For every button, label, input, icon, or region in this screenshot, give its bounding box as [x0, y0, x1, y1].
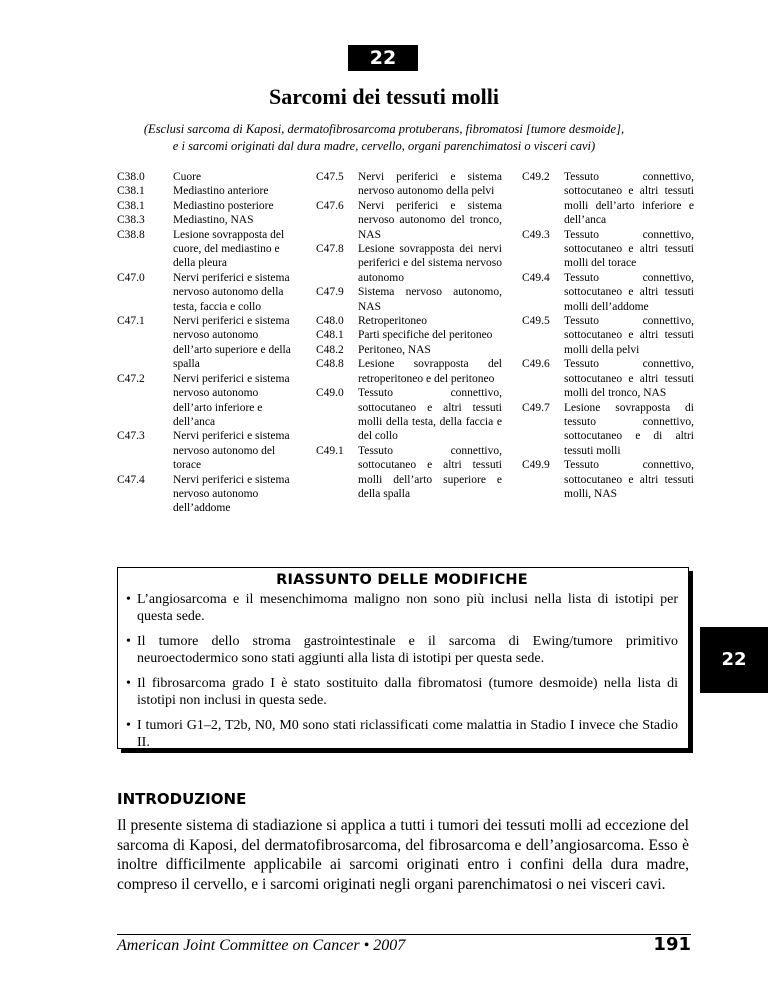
topography-code: C47.6 — [316, 199, 344, 212]
code-description: Nervi periferici e sistema nervoso autonomo dell’arto inferiore e dell’anca — [173, 372, 290, 428]
topography-code: C47.9 — [316, 286, 344, 299]
code-entry — [316, 343, 502, 357]
summary-item-text: I tumori G1–2, T2b, N0, M0 sono stati riclassificati come malattia in Stadio I invece che Stadio II. — [137, 718, 678, 750]
summary-item — [126, 633, 678, 667]
code-description: Lesione sovrapposta del cuore, del mediastino e della pleura — [173, 228, 285, 270]
bullet-icon: • — [126, 676, 131, 691]
code-entry — [522, 170, 694, 228]
topography-code: C47.5 — [316, 171, 344, 183]
introduction-paragraph: Il presente sistema di stadiazione si applica a tutti i tumori dei tessuti molli ad eccezione del sarcoma di Kaposi, del dermatofibrosarcoma, del fibrosarcoma e dell’angiosarcoma. Esso è inoltre difficilmente applicabile ai sarcomi originati entro i confini della dura madre, compreso il cervello, e i sarcomi originati negli organi parenchimatosi o nei visceri cavi. — [117, 817, 689, 893]
code-entry — [316, 444, 502, 502]
code-description: Lesione sovrapposta del retroperitoneo e del peritoneo — [358, 358, 502, 385]
code-description: Tessuto connettivo, sottocutaneo e altri tessuti molli dell’arto inferiore e dell’anca — [564, 171, 694, 227]
code-entry — [316, 242, 502, 285]
topography-code: C48.8 — [316, 358, 344, 371]
topography-code: C38.1 — [117, 199, 145, 212]
topography-code: C38.1 — [117, 185, 145, 198]
summary-of-changes-box — [117, 567, 689, 749]
topography-code: C47.0 — [117, 271, 145, 284]
code-entry — [316, 386, 502, 444]
bullet-icon: • — [126, 634, 131, 649]
code-description: Cuore — [173, 171, 202, 183]
code-description: Parti specifiche del peritoneo — [358, 329, 493, 342]
code-entry — [117, 170, 297, 184]
code-description: Lesione sovrapposta dei nervi periferici e del sistema nervoso autonomo — [358, 243, 502, 284]
topography-code: C49.1 — [316, 444, 344, 457]
introduction-heading: INTRODUZIONE — [117, 790, 247, 808]
code-description: Tessuto connettivo, sottocutaneo e altri tessuti molli dell’addome — [564, 271, 694, 313]
code-entry — [316, 314, 502, 328]
code-entry — [117, 199, 297, 213]
code-entry — [117, 213, 297, 227]
code-description: Lesione sovrapposta di tessuto connettivo, sottocutaneo e di altri tessuti molli — [564, 401, 694, 457]
code-description: Sistema nervoso autonomo, NAS — [358, 286, 502, 313]
code-description: Nervi periferici e sistema nervoso autonomo della testa, faccia e collo — [173, 271, 290, 313]
summary-item-text: L’angiosarcoma e il mesenchimoma maligno non sono più inclusi nella lista di istotipi per questa sede. — [137, 592, 678, 624]
code-entry — [316, 285, 502, 314]
code-entry — [316, 357, 502, 386]
code-entry — [117, 184, 297, 198]
summary-list — [126, 591, 678, 751]
summary-item-text: Il tumore dello stroma gastrointestinale e il sarcoma di Ewing/tumore primitivo neuroectodermico sono stati aggiunti alla lista di istotipi per questa sede. — [137, 634, 678, 666]
bullet-icon: • — [126, 592, 131, 607]
topography-code: C49.3 — [522, 228, 550, 241]
chapter-subtitle — [108, 121, 660, 155]
code-description: Mediastino anteriore — [173, 185, 269, 198]
topography-code: C47.1 — [117, 315, 145, 328]
topography-code: C47.2 — [117, 372, 145, 385]
topography-code: C48.1 — [316, 329, 344, 342]
code-description: Nervi periferici e sistema nervoso autonomo del torace — [173, 430, 290, 472]
topography-codes-column-1 — [117, 170, 297, 516]
code-entry — [117, 271, 297, 314]
summary-title: RIASSUNTO DELLE MODIFICHE — [276, 572, 528, 588]
topography-code: C47.4 — [117, 473, 145, 486]
code-entry — [117, 429, 297, 472]
topography-code: C49.9 — [522, 459, 550, 472]
code-entry — [117, 314, 297, 372]
subtitle-line-2: e i sarcomi originati dal dura madre, cervello, organi parenchimatosi o visceri cavi) — [172, 139, 596, 153]
summary-item-text: Il fibrosarcoma grado I è stato sostituito dalla fibromatosi (tumore desmoide) nella lista di istotipi non inclusi in questa sede. — [137, 676, 678, 708]
code-entry — [117, 473, 297, 516]
footer-rule — [117, 934, 691, 935]
code-description: Tessuto connettivo, sottocutaneo e altri tessuti molli dell’arto superiore e della spalla — [358, 444, 502, 500]
summary-item — [126, 717, 678, 751]
code-entry — [522, 458, 694, 501]
topography-code: C38.3 — [117, 214, 145, 227]
code-description: Tessuto connettivo, sottocutaneo e altri tessuti molli, NAS — [564, 459, 694, 500]
code-entry — [316, 328, 502, 342]
code-entry — [316, 199, 502, 242]
topography-code: C38.0 — [117, 171, 145, 183]
code-description: Mediastino posteriore — [173, 199, 274, 212]
topography-codes-column-2 — [316, 170, 502, 501]
topography-code: C49.4 — [522, 271, 550, 284]
topography-code: C47.3 — [117, 430, 145, 443]
code-entry — [522, 401, 694, 459]
topography-codes-column-3 — [522, 170, 694, 501]
code-description: Nervi periferici e sistema nervoso autonomo dell’arto superiore e della spalla — [173, 315, 291, 371]
code-description: Mediastino, NAS — [173, 214, 254, 227]
topography-code: C47.8 — [316, 243, 344, 256]
topography-code: C49.2 — [522, 171, 550, 183]
code-entry — [522, 314, 694, 357]
footer-source: American Joint Committee on Cancer • 2007 — [117, 937, 406, 954]
code-description: Nervi periferici e sistema nervoso autonomo della pelvi — [358, 171, 502, 198]
code-description: Tessuto connettivo, sottocutaneo e altri tessuti molli della pelvi — [564, 315, 694, 356]
topography-code: C38.8 — [117, 228, 145, 241]
topography-code: C49.5 — [522, 315, 550, 328]
code-description: Retroperitoneo — [358, 315, 427, 328]
code-entry — [522, 271, 694, 314]
chapter-number-badge: 22 — [348, 45, 418, 71]
bullet-icon: • — [126, 718, 131, 733]
page-title: Sarcomi dei tessuti molli — [269, 84, 499, 109]
subtitle-line-1: (Esclusi sarcoma di Kaposi, dermatofibrosarcoma protuberans, fibromatosi [tumore desmoide], — [143, 122, 625, 136]
page-number: 191 — [653, 934, 691, 955]
topography-code: C49.0 — [316, 387, 344, 400]
code-entry — [117, 372, 297, 430]
code-description: Nervi periferici e sistema nervoso autonomo dell’addome — [173, 473, 290, 515]
summary-item — [126, 675, 678, 709]
topography-code: C49.6 — [522, 358, 550, 371]
code-entry — [117, 228, 297, 271]
topography-code: C48.0 — [316, 315, 344, 328]
code-description: Tessuto connettivo, sottocutaneo e altri tessuti molli del tronco, NAS — [564, 358, 694, 400]
chapter-side-tab: 22 — [700, 627, 768, 693]
topography-code: C48.2 — [316, 343, 344, 356]
code-description: Nervi periferici e sistema nervoso autonomo del tronco, NAS — [358, 199, 502, 241]
topography-code: C49.7 — [522, 401, 550, 414]
code-description: Peritoneo, NAS — [358, 343, 431, 356]
code-description: Tessuto connettivo, sottocutaneo e altri tessuti molli della testa, della faccia e del collo — [358, 387, 502, 443]
code-entry — [316, 170, 502, 199]
code-entry — [522, 228, 694, 271]
code-description: Tessuto connettivo, sottocutaneo e altri tessuti molli del torace — [564, 228, 694, 270]
code-entry — [522, 357, 694, 400]
summary-item — [126, 591, 678, 625]
